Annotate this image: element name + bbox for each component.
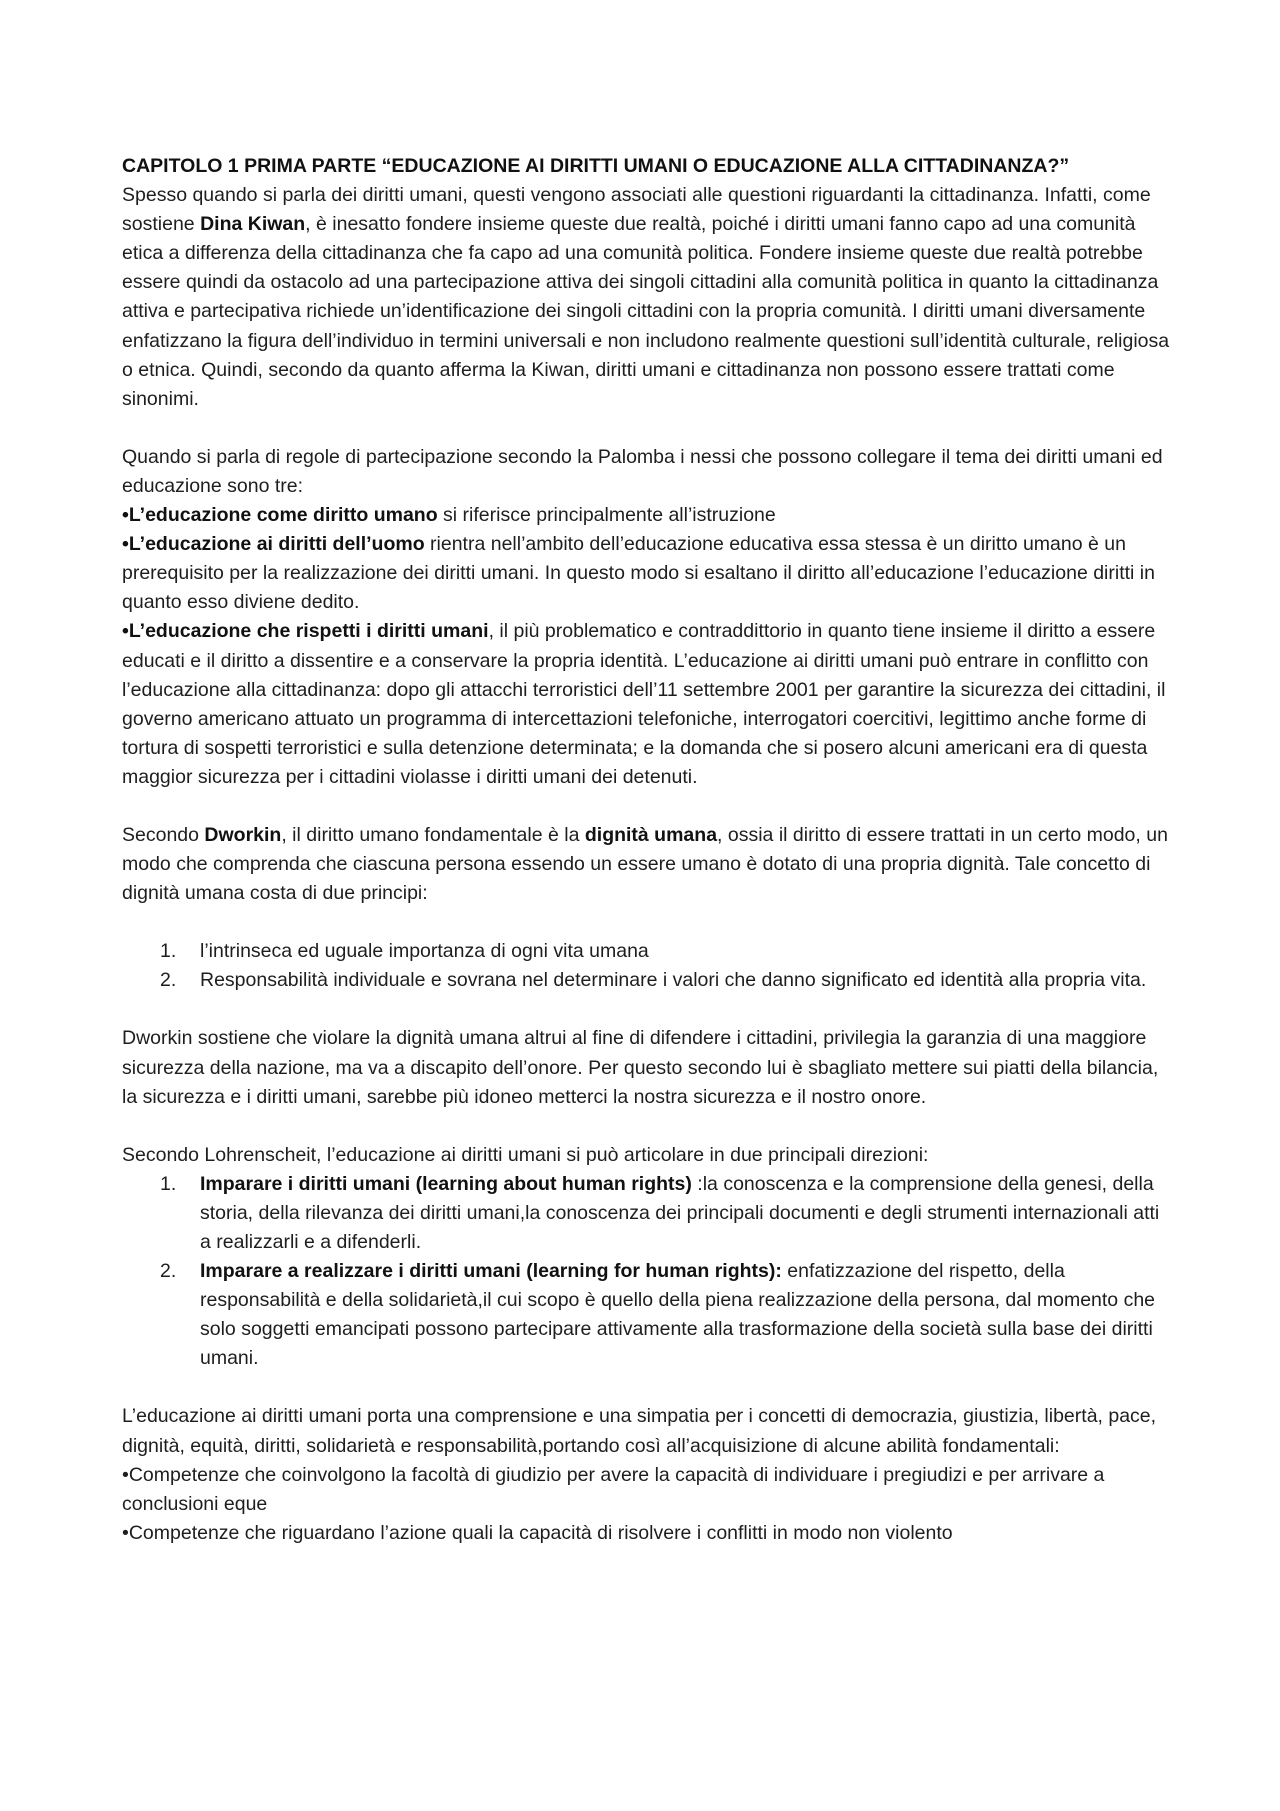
- bullet-item: •Competenze che coinvolgono la facoltà di giudizio per avere la capacità di individuare i pregiudizi e per arrivare a conclusioni eque: [122, 1463, 1105, 1515]
- author-name: Dworkin: [204, 823, 282, 846]
- author-name: Dina Kiwan: [200, 213, 306, 236]
- numbered-list-principles: [122, 937, 1172, 995]
- paragraph-palomba: Quando si parla di regole di partecipazione secondo la Palomba i nessi che possono collegare il tema dei diritti umani ed educazione sono tre:: [122, 445, 1163, 497]
- list-item: 1. l’intrinseca ed uguale importanza di ogni vita umana: [160, 940, 649, 963]
- list-item: 1. Imparare i diritti umani (learning about human rights) :la conoscenza e la comprensione della genesi, della storia, della rilevanza dei diritti umani,la conoscenza dei principali documenti e degli strumenti internazionali atti a realizzarli e a difenderli.: [160, 1172, 1160, 1253]
- paragraph-skills: L’educazione ai diritti umani porta una comprensione e una simpatia per i concetti di democrazia, giustizia, libertà, pace, dignità, equità, diritti, solidarietà e responsabilità,portando così all’acquisizione di alcune abilità fondamentali:: [122, 1405, 1157, 1457]
- paragraph-lohrenscheit: Secondo Lohrenscheit, l’educazione ai diritti umani si può articolare in due principali direzioni:: [122, 1143, 929, 1166]
- paragraph-intro: Spesso quando si parla dei diritti umani, questi vengono associati alle questioni riguardanti la cittadinanza. Infatti, come sostiene Dina Kiwan, è inesatto fondere insieme queste due realtà, poiché i diritti umani fanno capo ad una comunità etica a differenza della cittadinanza che fa capo ad una comunità politica. Fondere insieme queste due realtà potrebbe essere quindi da ostacolo ad una partecipazione attiva dei singoli cittadini alla comunità politica in quanto la cittadinanza attiva e partecipativa richiede un’identificazione dei singoli cittadini con la propria comunità. I diritti umani diversamente enfatizzano la figura dell’individuo in termini universali e non includono realmente questioni sull’identità culturale, religiosa o etnica. Quindi, secondo da quanto afferma la Kiwan, diritti umani e cittadinanza non possono essere trattati come sinonimi.: [122, 184, 1170, 410]
- bullet-item: •L’educazione ai diritti dell’uomo rientra nell’ambito dell’educazione educativa essa stessa è un diritto umano è un prerequisito per la realizzazione dei diritti umani. In questo modo si esaltano il diritto all’educazione l’educazione diritti in quanto esso diviene dedito.: [122, 533, 1155, 614]
- list-item: 2. Imparare a realizzare i diritti umani (learning for human rights): enfatizzazione del rispetto, della responsabilità e della solidarietà,il cui scopo è quello della piena realizzazione della persona, dal momento che solo soggetti emancipati possono partecipare attivamente alla trasformazione della società sulla base dei diritti umani.: [160, 1260, 1156, 1370]
- list-item: 2. Responsabilità individuale e sovrana nel determinare i valori che danno significato ed identità alla propria vita.: [160, 969, 1147, 992]
- document-page: [122, 152, 1172, 1548]
- chapter-title: CAPITOLO 1 PRIMA PARTE “EDUCAZIONE AI DIRITTI UMANI O EDUCAZIONE ALLA CITTADINANZA?”: [122, 155, 1070, 177]
- key-term: dignità umana: [584, 823, 718, 846]
- bullet-item: •L’educazione che rispetti i diritti umani, il più problematico e contraddittorio in quanto tiene insieme il diritto a essere educati e il diritto a dissentire e a conservare la propria identità. L’educazione ai diritti umani può entrare in conflitto con l’educazione alla cittadinanza: dopo gli attacchi terroristici dell’11 settembre 2001 per garantire la sicurezza dei cittadini, il governo americano attuato un programma di intercettazioni telefoniche, interrogatori coercitivi, legittimo anche forme di tortura di sospetti terroristici e sulla detenzione determinata; e la domanda che si posero alcuni americani era di questa maggior sicurezza per i cittadini violasse i diritti umani dei detenuti.: [122, 620, 1166, 788]
- bullet-item: •L’educazione come diritto umano si riferisce principalmente all’istruzione: [122, 504, 776, 527]
- paragraph-honor: Dworkin sostiene che violare la dignità umana altrui al fine di difendere i cittadini, privilegia la garanzia di una maggiore sicurezza della nazione, ma va a discapito dell’onore. Per questo secondo lui è sbagliato mettere sui piatti della bilancia, la sicurezza e i diritti umani, sarebbe più idoneo metterci la nostra sicurezza e il nostro onore.: [122, 1027, 1159, 1108]
- paragraph-dworkin: Secondo Dworkin, il diritto umano fondamentale è la dignità umana, ossia il diritto di essere trattati in un certo modo, un modo che comprenda che ciascuna persona essendo un essere umano è dotato di una propria dignità. Tale concetto di dignità umana costa di due principi:: [122, 823, 1168, 905]
- numbered-list-directions: [122, 1170, 1172, 1374]
- bullet-item: •Competenze che riguardano l’azione quali la capacità di risolvere i conflitti in modo non violento: [122, 1521, 953, 1544]
